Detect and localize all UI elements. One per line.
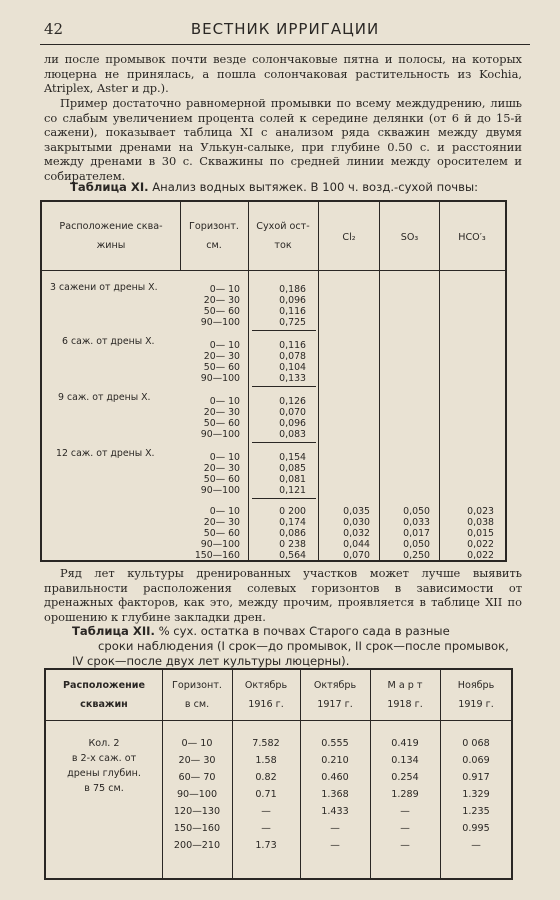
t11-cl: 0,035: [343, 506, 370, 517]
table11-caption-label: Таблица XI.: [70, 180, 149, 194]
t11-so: 0,250: [403, 550, 430, 561]
t11-dry: 0,186: [279, 284, 306, 295]
t12-value: —: [330, 823, 340, 834]
t12-value: 0.419: [391, 738, 419, 749]
t11-dry: 0,154: [279, 452, 306, 463]
t11-header-horizon: Горизонт. см.: [189, 221, 239, 251]
t12-value: —: [261, 806, 271, 817]
t11-horizon: 20— 30: [203, 407, 240, 418]
table11-caption-text: Анализ водных вытяжек. В 100 ч. возд.-сухой почвы:: [152, 180, 479, 194]
table12-caption-label: Таблица XII.: [72, 624, 155, 638]
t11-dry: 0,096: [279, 418, 306, 429]
t11-dry: 0 200: [279, 506, 306, 517]
t11-so: 0,017: [403, 528, 430, 539]
t12-horizon-column: [164, 735, 230, 854]
paragraph-3: Ряд лет культуры дренированных участков может лучше выявить правильности расположения солевых горизонтов в зависимости от дренажных факторов, как это, между прочим, проявляется в таблице XII по орошению к глубине закладки дрен.: [44, 566, 522, 624]
t11-horizon: 90—100: [200, 373, 240, 384]
t12-horizon: 200—210: [173, 840, 221, 851]
t12-value: 1.433: [321, 806, 349, 817]
t11-horizon: 20— 30: [203, 517, 240, 528]
table12-caption: Таблица XII. % сух. остатка в почвах Старого сада в разные сроки наблюдения (I срок—до промывок, II срок—после промывок, IV срок—после двух лет культуры люцерны).: [72, 624, 509, 668]
t12-header-horizon: Горизонт. в см.: [172, 680, 222, 710]
t11-cl: 0,032: [343, 528, 370, 539]
t12-value: 1.58: [255, 755, 277, 766]
t11-horizon: 50— 60: [203, 528, 240, 539]
table-11: [40, 200, 507, 562]
t11-horizon: 150—160: [194, 550, 240, 561]
t11-hco: 0,022: [467, 539, 494, 550]
t11-header-dry-residue: Сухой ост- ток: [256, 221, 310, 251]
t11-header-so: SO₃: [400, 232, 419, 243]
t11-horizon: 50— 60: [203, 306, 240, 317]
t11-so: 0,050: [403, 506, 430, 517]
t11-cl: 0,030: [343, 517, 370, 528]
t11-hco: 0,038: [467, 517, 494, 528]
t12-mar-1918-column: [372, 735, 438, 854]
t12-value: 7.582: [252, 738, 280, 749]
t11-horizon: 20— 30: [203, 463, 240, 474]
t11-cl: 0,070: [343, 550, 370, 561]
t12-value: 1.289: [391, 789, 419, 800]
t12-value: —: [330, 840, 340, 851]
t11-dry: 0,121: [279, 485, 306, 496]
t11-dry: 0,086: [279, 528, 306, 539]
t12-oct-1917-column: [302, 735, 368, 854]
table11-caption: [70, 180, 540, 195]
t11-dry: 0,081: [279, 474, 306, 485]
t12-value: —: [471, 840, 481, 851]
t12-header-location: Расположение скважин: [63, 680, 145, 710]
t11-horizon: 0— 10: [209, 506, 240, 517]
t12-horizon: 0— 10: [181, 738, 213, 749]
t12-horizon: 120—130: [173, 806, 221, 817]
t11-horizon: 90—100: [200, 429, 240, 440]
t11-location: 12 саж. от дрены X.: [56, 448, 155, 459]
t12-value: 1.73: [255, 840, 277, 851]
t12-nov-1919-column: [442, 735, 510, 854]
t12-value: 0.917: [462, 772, 490, 783]
t11-horizon: 50— 60: [203, 418, 240, 429]
t12-value: 1.235: [462, 806, 490, 817]
t12-header-oct-1916: Октябрь 1916 г.: [244, 680, 288, 710]
t11-header-location: Расположение сква- жины: [59, 221, 163, 251]
t11-dry: 0,085: [279, 463, 306, 474]
t12-value: 0 068: [462, 738, 490, 749]
t11-dry: 0,116: [279, 306, 306, 317]
t11-dry: 0,104: [279, 362, 306, 373]
t11-dry: 0,116: [279, 340, 306, 351]
t12-value: 0.555: [321, 738, 349, 749]
t11-dry: 0,126: [279, 396, 306, 407]
t11-dry: 0,096: [279, 295, 306, 306]
table-12: [44, 668, 513, 880]
t11-horizon: 50— 60: [203, 362, 240, 373]
journal-title: ВЕСТНИК ИРРИГАЦИИ: [190, 20, 380, 38]
t11-horizon: 0— 10: [209, 452, 240, 463]
t11-location: 9 саж. от дрены X.: [58, 392, 151, 403]
t11-dry: 0,564: [279, 550, 306, 561]
t11-hco: 0,015: [467, 528, 494, 539]
t11-horizon: 0— 10: [209, 396, 240, 407]
t11-horizon: 50— 60: [203, 474, 240, 485]
t11-dry: 0 238: [279, 539, 306, 550]
paragraph-1: ли после промывок почти везде солончаковые пятна и полосы, на которых люцерна не принялась, а пошла солончаковая растительность из Kochia, Atriplex, Aster и др.).: [44, 52, 522, 96]
t12-header-oct-1917: Октябрь 1917 г.: [313, 680, 357, 710]
t12-value: —: [400, 823, 410, 834]
page-number: 42: [44, 20, 64, 38]
t12-value: 0.134: [391, 755, 419, 766]
t11-location: 3 сажени от дрены X.: [50, 282, 158, 293]
t12-value: 0.71: [255, 789, 277, 800]
t12-value: 0.069: [462, 755, 490, 766]
t12-value: 1.329: [462, 789, 490, 800]
t12-location: Кол. 2 в 2-х саж. от дрены глубин. в 75 см.: [67, 738, 141, 794]
running-header: [40, 18, 530, 45]
t12-header-mar-1918: М а р т 1918 г.: [387, 680, 423, 710]
t12-horizon: 60— 70: [178, 772, 216, 783]
t12-horizon: 90—100: [176, 789, 218, 800]
t11-horizon: 0— 10: [209, 284, 240, 295]
t11-dry: 0,070: [279, 407, 306, 418]
t11-so: 0,050: [403, 539, 430, 550]
t12-horizon: 20— 30: [178, 755, 216, 766]
t11-hco: 0,022: [467, 550, 494, 561]
t11-header-cl: Cl₂: [342, 232, 356, 243]
t11-horizon: 20— 30: [203, 295, 240, 306]
t11-dry: 0,078: [279, 351, 306, 362]
t12-header-nov-1919: Ноябрь 1919 г.: [457, 680, 495, 710]
t12-value: 1.368: [321, 789, 349, 800]
t11-hco: 0,023: [467, 506, 494, 517]
t11-dry: 0,133: [279, 373, 306, 384]
t12-value: 0.254: [391, 772, 419, 783]
t12-oct-1916-column: [234, 735, 298, 854]
paragraph-2: Пример достаточно равномерной промывки по всему междудрению, лишь со слабым увеличением процента солей к середине делянки (от 6 й до 15-й сажени), показывает таблица XI с анализом ряда скважин между двумя закрытыми дренами на Улькун-салыке, при глубине 0.50 с. и расстоянии между дренами в 30 с. Скважины по средней линии между оросителем и собирателем.: [44, 96, 522, 183]
t11-horizon: 0— 10: [209, 340, 240, 351]
t11-so: 0,033: [403, 517, 430, 528]
t11-dry: 0,725: [279, 317, 306, 328]
t11-horizon: 90—100: [200, 539, 240, 550]
t11-dry: 0,083: [279, 429, 306, 440]
t11-horizon: 90—100: [200, 485, 240, 496]
t12-value: —: [261, 823, 271, 834]
t11-header-hco: HCO′₃: [458, 232, 486, 243]
t11-horizon: 90—100: [200, 317, 240, 328]
t12-horizon: 150—160: [173, 823, 221, 834]
t11-dry: 0,174: [279, 517, 306, 528]
t11-cl: 0,044: [343, 539, 370, 550]
t12-value: —: [400, 806, 410, 817]
t12-value: 0.82: [255, 772, 277, 783]
t12-value: 0.995: [462, 823, 490, 834]
t12-value: 0.460: [321, 772, 349, 783]
t11-location: 6 саж. от дрены X.: [62, 336, 155, 347]
t12-value: —: [400, 840, 410, 851]
t11-horizon: 20— 30: [203, 351, 240, 362]
t12-value: 0.210: [321, 755, 349, 766]
